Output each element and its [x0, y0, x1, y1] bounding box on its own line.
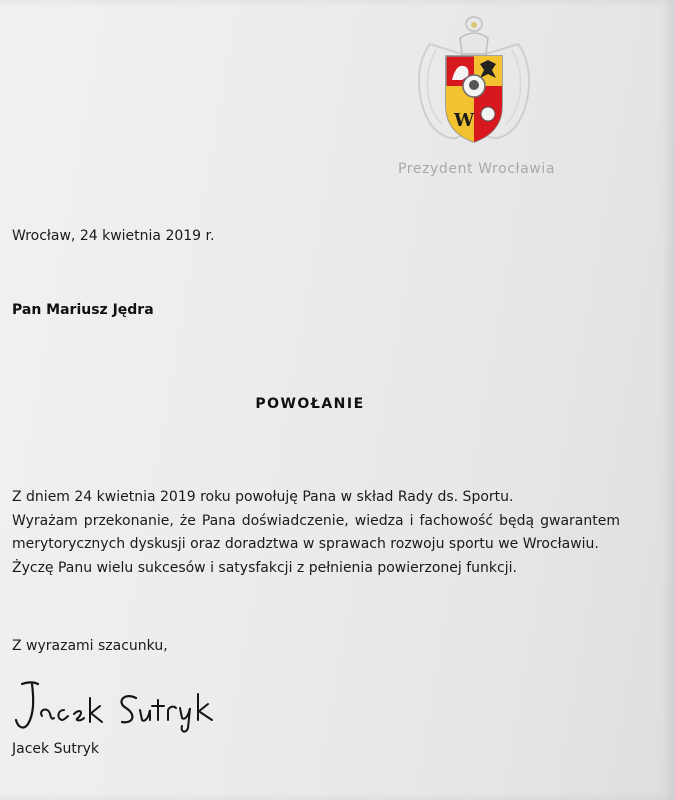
office-name: Prezydent Wrocławia	[398, 161, 556, 177]
paragraph: Z dniem 24 kwietnia 2019 roku powołuję Pana w skład Rady ds. Sportu.	[12, 489, 514, 505]
letter-title: POWOŁANIE	[255, 396, 365, 412]
addressee: Pan Mariusz Jędra	[12, 302, 154, 318]
paragraph: Wyrażam przekonanie, że Pana doświadczenie, wiedza i fachowość będą gwarantem merytorycznych dyskusji oraz doradztwa w sprawach rozwoju sportu we Wrocławiu.	[12, 512, 620, 552]
letter-body	[12, 486, 620, 580]
closing: Z wyrazami szacunku,	[12, 638, 168, 654]
handwritten-signature	[8, 676, 228, 736]
signer-name: Jacek Sutryk	[12, 741, 99, 757]
paragraph: Życzę Panu wielu sukcesów i satysfakcji z pełnienia powierzonej funkcji.	[12, 559, 517, 576]
svg-text:W: W	[454, 110, 475, 131]
wroclaw-coat-of-arms-icon	[412, 14, 536, 150]
letter-date: Wrocław, 24 kwietnia 2019 r.	[12, 228, 215, 244]
